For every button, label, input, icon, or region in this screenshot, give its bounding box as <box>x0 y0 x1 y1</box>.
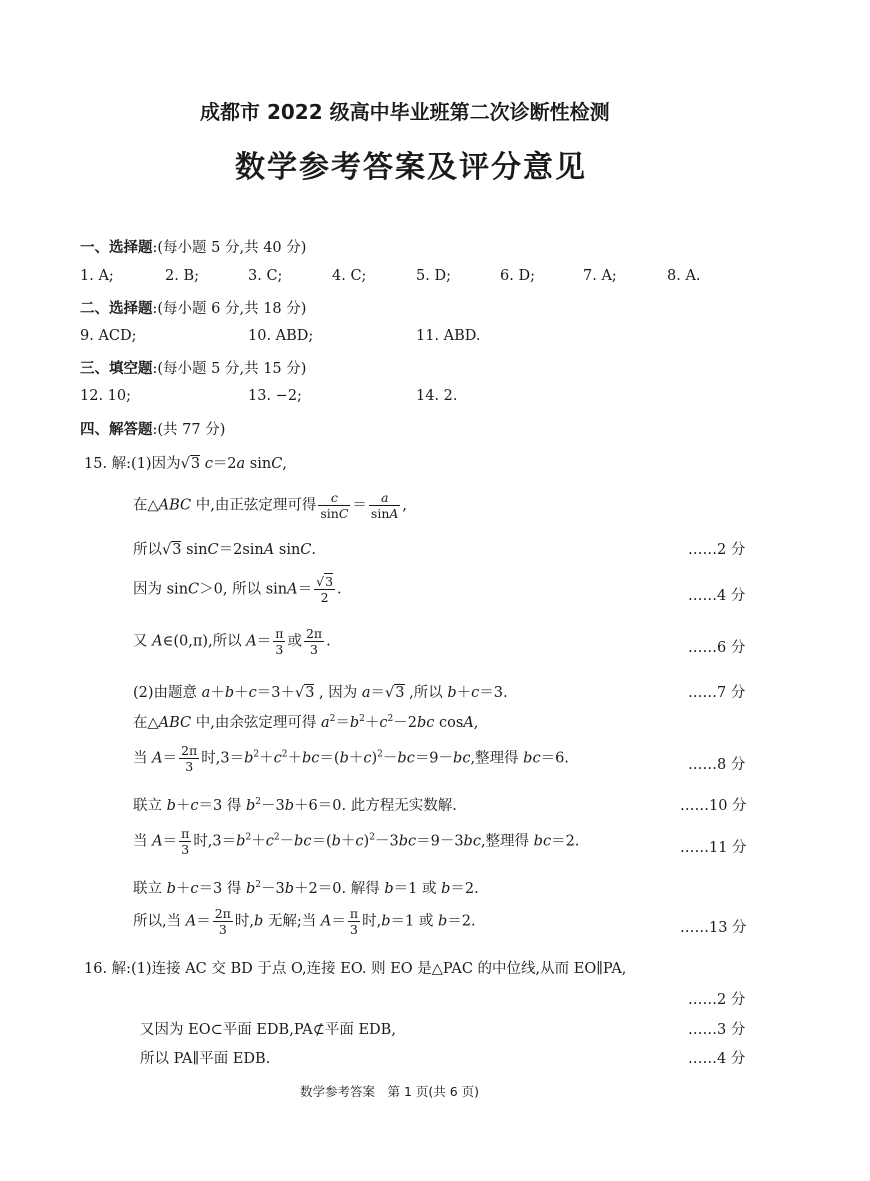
q15-line-5: 又 A∈(0,π),所以 A＝ $\frac{\pi}{3}$ 或 $\frac{2\pi}{3}$ . <box>133 626 331 657</box>
s3-answer: 14. 2. <box>416 388 458 404</box>
q15-line-11: 联立 b＋c＝3 得 $b^2-3b+2=0$. 解得 b＝1 或 b＝2. <box>133 880 479 897</box>
q16-head: 16. 解:(1)连接 AC 交 BD 于点 O,连接 EO. 则 EO 是△PAC 的中位线,从而 EO∥PA, <box>84 961 627 977</box>
s3-answer: 13. −2; <box>248 388 302 404</box>
s1-answer: 1. A; <box>80 268 114 284</box>
q15-line-10: 当 A＝ $\frac{\pi}{3}$ 时$,3=b^2+c^2-bc=(b+c)^2-3bc=9-3bc$,整理得 bc＝2. <box>133 826 580 857</box>
page-footer: 数学参考答案 第 1 页(共 6 页) <box>300 1084 480 1099</box>
score-mark: ……8 分 <box>688 757 746 773</box>
score-mark: ……7 分 <box>688 685 746 701</box>
s2-answer: 11. ABD. <box>416 328 481 344</box>
section-2-label: 二、选择题 <box>80 301 153 317</box>
score-mark: ……4 分 <box>688 1051 746 1067</box>
q16-line-2: 又因为 EO⊂平面 EDB,PA⊄平面 EDB, <box>140 1022 396 1038</box>
s3-answer: 12. 10; <box>80 388 132 404</box>
section-4-note: :(共 77 分) <box>152 422 226 438</box>
q15-line-2: 在△ABC 中,由正弦定理可得 $\frac{c}{\sin C}$ ＝ $\frac{a}{\sin A}$ , <box>133 490 408 521</box>
section-4-heading <box>80 418 225 439</box>
s2-answer: 9. ACD; <box>80 328 137 344</box>
score-mark: ……6 分 <box>688 640 746 656</box>
q15-line-1: 15. 解:(1)因为√3 c＝2a sinC, <box>84 456 287 472</box>
section-4-label: 四、解答题 <box>80 422 153 438</box>
section-3-heading <box>80 357 306 378</box>
section-1-heading <box>80 236 306 257</box>
sqrt-symbol: √3 <box>180 456 201 472</box>
score-mark: ……11 分 <box>680 840 747 856</box>
q15-line-12: 所以,当 A＝ $\frac{2\pi}{3}$ 时,b 无解;当 A＝ $\frac{\pi}{3}$ 时,b＝1 或 b＝2. <box>133 906 476 937</box>
s1-answer: 6. D; <box>500 268 535 284</box>
header-subtitle: 数学参考答案及评分意见 <box>235 150 587 185</box>
header-title: 成都市 2022 级高中毕业班第二次诊断性检测 <box>200 100 610 124</box>
score-mark: ……4 分 <box>688 588 746 604</box>
s1-answer: 8. A. <box>667 268 701 284</box>
score-mark: ……3 分 <box>688 1022 746 1038</box>
score-mark: ……13 分 <box>680 920 747 936</box>
s1-answer: 2. B; <box>165 268 199 284</box>
q15-line-3: 所以√3 sinC＝2sinA sinC. <box>133 542 317 558</box>
q15-line-9: 联立 b＋c＝3 得 $b^2-3b+6=0$. 此方程无实数解. <box>133 797 457 814</box>
q15-line-7: 在△ABC 中,由余弦定理可得 $a^2=b^2+c^2-2bc$ cosA, <box>133 714 479 731</box>
section-3-label: 三、填空题 <box>80 361 153 377</box>
s1-answer: 3. C; <box>248 268 283 284</box>
s1-answer: 5. D; <box>416 268 451 284</box>
section-2-note: :(每小题 6 分,共 18 分) <box>152 301 307 317</box>
q15-line-4: 因为 sinC＞0, 所以 sinA＝ $\frac{√3}{2}$ . <box>133 574 342 605</box>
s1-answer: 4. C; <box>332 268 367 284</box>
s2-answer: 10. ABD; <box>248 328 314 344</box>
q15-line-6: (2)由题意 a＋b＋c＝3＋√3 , 因为 a＝√3 ,所以 b＋c＝3. <box>133 685 508 701</box>
section-1-label: 一、选择题 <box>80 240 153 256</box>
score-mark: ……2 分 <box>688 542 746 558</box>
section-3-note: :(每小题 5 分,共 15 分) <box>152 361 307 377</box>
q16-line-3: 所以 PA∥平面 EDB. <box>140 1051 271 1067</box>
q15-head: 15. 解:(1)因为 <box>84 456 181 472</box>
section-1-note: :(每小题 5 分,共 40 分) <box>152 240 307 256</box>
section-2-heading <box>80 297 306 318</box>
q15-line-8: 当 A＝ $\frac{2\pi}{3}$ 时$,3=b^2+c^2+bc=(b+c)^2-bc=9-bc$,整理得 bc＝6. <box>133 743 569 774</box>
s1-answer: 7. A; <box>583 268 617 284</box>
score-mark: ……10 分 <box>680 798 747 814</box>
score-mark: ……2 分 <box>688 992 746 1008</box>
